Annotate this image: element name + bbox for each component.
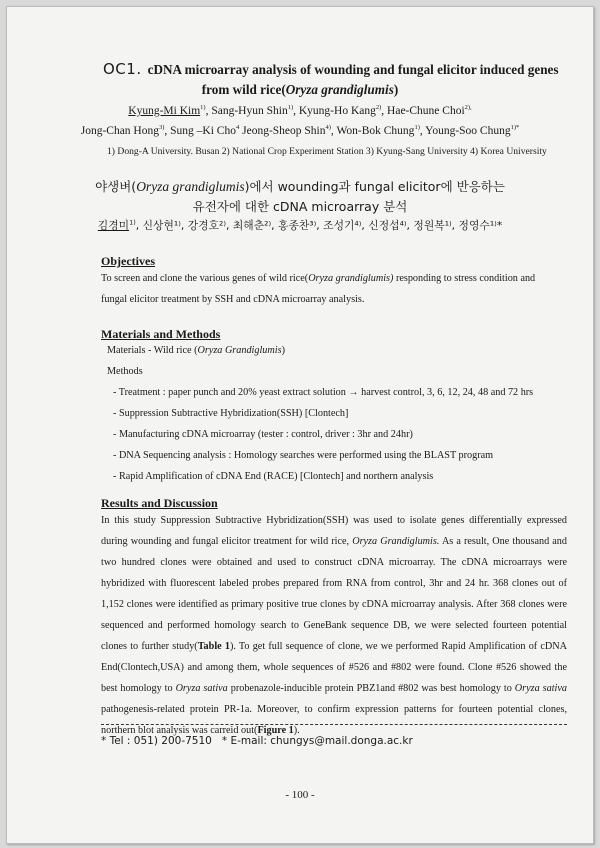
korean-title-suffix: )에서 wounding과 fungal elicitor에 반응하는 (244, 179, 505, 194)
results-species: Oryza Grandiglumis. (352, 536, 440, 547)
results-heading: Results and Discussion (101, 496, 218, 510)
author-name: Jong-Chan Hong (80, 124, 159, 137)
author-name: , Sung –Ki Cho (164, 124, 236, 137)
materials-species: Oryza Grandiglumis (197, 345, 282, 356)
contact-tel: * Tel : 051) 200-7510 (101, 735, 212, 747)
results-species: Oryza sativa (514, 683, 568, 694)
author-name: , Won-Bok Chung (330, 124, 415, 137)
results-paragraph (101, 510, 567, 741)
objectives-heading: Objectives (101, 254, 155, 268)
author-affil-mark: 3) (158, 124, 165, 131)
figure-reference: Figure 1 (257, 725, 294, 736)
method-item: - Suppression Subtractive Hybridization(SSH) [Clontech] (113, 408, 349, 419)
footer-divider (101, 724, 567, 725)
results-text: In this study Suppression Subtractive Hybridization(SSH) was used to isolate genes differentially expressed during wounding and fungal elicitor treatment for wild rice, (101, 515, 567, 547)
method-item: - Rapid Amplification of cDNA End (RACE) [Clontech] and northern analysis (113, 471, 434, 482)
author-affil-mark: 1) (287, 104, 294, 111)
method-item: - Treatment : paper punch and 20% yeast extract solution → harvest control, 3, 6, 12, 24, 48 and 72 hrs (113, 387, 534, 398)
korean-title-line-1 (7, 177, 593, 195)
materials-heading: Materials and Methods (101, 327, 221, 341)
author-affil-mark: 1) (200, 104, 206, 111)
author-affil-mark: 1) (129, 218, 136, 227)
korean-title-species: Oryza grandiglumis (136, 179, 245, 194)
results-text: As a result, One thousand and two hundred clones were obtained and used to construct cDNA microarray. The cDNA microarrays were hybridized with fluorescent labeled probes prepared from RNA from control, 3hr and 24 hr. 368 clones out of 1,152 clones were identified as primary positive true clones by cDNA microarray analysis. After 368 clones were sequenced and performed homology search to GeneBank sequence DB, we were selected fourteen potential clones to further study( (101, 536, 567, 652)
title-text-1: cDNA microarray analysis of wounding and fungal elicitor induced genes (147, 62, 559, 77)
author-name: Kyung-Mi Kim (128, 104, 201, 117)
author-name: Jeong-Sheop Shin (239, 124, 326, 137)
title-species: Oryza grandiglumis (285, 82, 394, 97)
author-name: , Young-Soo Chung (419, 124, 511, 137)
table-reference: Table 1 (197, 641, 230, 652)
authors-line-1 (7, 104, 593, 117)
author-name: , Hae-Chune Choi (381, 104, 465, 117)
korean-title-prefix: 야생벼( (95, 179, 137, 194)
method-item: - DNA Sequencing analysis : Homology searches were performed using the BLAST program (113, 450, 494, 461)
contact-email: * E-mail: chungys@mail.donga.ac.kr (221, 735, 413, 747)
author-affil-mark: 2) (375, 104, 382, 111)
title-line-2 (7, 82, 593, 98)
title-line-1 (103, 60, 559, 78)
results-text: ). (293, 725, 300, 736)
objectives-text: To screen and clone the various genes of wild rice( (101, 273, 309, 284)
objectives-text: responding to stress condition and (393, 273, 536, 284)
results-text: pathogenesis-related protein PR-1a. Moreover, to confirm expression patterns for fourteen potential clones, northern blot analysis was carreid out( (101, 704, 567, 736)
author-affil-mark: 4 (235, 124, 240, 131)
authors-line-2 (7, 124, 593, 137)
materials-close: ) (281, 345, 285, 356)
materials-label: Materials - Wild rice ( (107, 345, 198, 356)
korean-title-line-2: 유전자에 대한 cDNA microarray 분석 (192, 199, 408, 214)
author-affil-mark: 1) (414, 124, 420, 131)
page-number: - 100 - (285, 789, 315, 801)
abstract-code: OC1. (103, 60, 142, 78)
title-line2-suffix: ) (393, 82, 399, 97)
korean-authors (7, 218, 593, 233)
materials-line (107, 340, 285, 361)
author-name: , Sang-Hyun Shin (205, 104, 288, 117)
results-text: probenazole-inducible protein PBZ1and #802 was best homology to (227, 683, 515, 694)
results-text: ). To get full sequence of clone, we we performed Rapid Amplification of cDNA End(Clontech,USA) and among them, whole sequences of #526 and #802 were found. Clone #526 showed the best homology to (101, 641, 567, 694)
affiliations: 1) Dong-A University. Busan 2) National Crop Experiment Station 3) Kyung-Sang University 4) Korea University (107, 146, 547, 157)
method-item: - Manufacturing cDNA microarray (tester : control, driver : 3hr and 24hr) (113, 429, 413, 440)
author-affil-mark: 2), (464, 104, 472, 111)
contact-footer (101, 735, 413, 747)
author-affil-mark: 4) (325, 124, 331, 131)
author-name: , Kyung-Ho Kang (293, 104, 376, 117)
objectives-species: Oryza grandiglumis) (308, 273, 394, 284)
korean-authors-rest: , 신상현¹⁾, 강경호²⁾, 최해춘²⁾, 홍종찬³⁾, 조성기⁴⁾, 신정섭⁴⁾, 정원복¹⁾, 정영수¹⁾* (135, 219, 503, 232)
results-species: Oryza sativa (175, 683, 228, 694)
objectives-line-2: fungal elicitor treatment by SSH and cDNA microarray analysis. (101, 294, 365, 305)
methods-label: Methods (107, 366, 143, 377)
document-page (6, 6, 594, 844)
objectives-line-1 (101, 268, 535, 289)
title-line2-prefix: from wild rice( (201, 82, 286, 97)
korean-author-name: 김경미 (97, 219, 130, 232)
author-affil-mark: 1)* (510, 124, 520, 131)
